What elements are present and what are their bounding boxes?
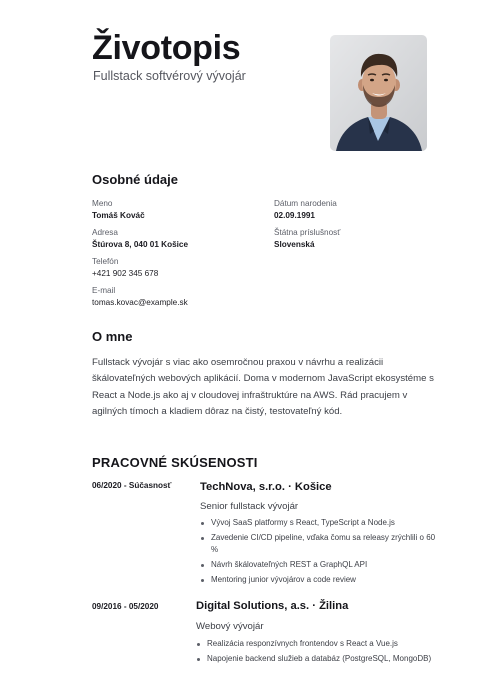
page-title: Životopis [92,29,241,67]
job-bullet-list [196,638,436,668]
bullet-icon [197,658,200,661]
job-bullet: Napojenie backend služieb a databáz (PostgreSQL, MongoDB) [196,653,436,665]
job-date: 06/2020 - Súčasnosť [92,481,172,490]
job-bullet: Vývoj SaaS platformy s React, TypeScript a Node.js [200,517,440,529]
job-bullet-list [200,517,440,589]
name-label: Meno [92,199,113,208]
phone-label: Telefón [92,257,119,266]
bullet-icon [197,643,200,646]
job-role: Webový vývojár [196,621,264,632]
email-value: tomas.kovac@example.sk [92,298,188,307]
address-value: Štúrova 8, 040 01 Košice [92,240,189,249]
birthdate-label: Dátum narodenia [274,199,337,208]
profile-photo [330,35,427,151]
job-bullet: Zavedenie CI/CD pipeline, vďaka čomu sa releasy zrýchlili o 60 % [200,532,440,556]
bullet-icon [201,537,204,540]
job-date: 09/2016 - 05/2020 [92,602,159,611]
email-label: E-mail [92,286,116,295]
section-heading-experience: PRACOVNÉ SKÚSENOSTI [92,455,258,470]
address-label: Adresa [92,228,118,237]
name-value: Tomáš Kováč [92,211,145,220]
citizenship-label: Štátna príslušnosť [274,228,341,237]
bullet-icon [201,522,204,525]
job-company: Digital Solutions, a.s. · Žilina [196,600,349,612]
job-bullet: Návrh škálovateľných REST a GraphQL API [200,559,440,571]
bullet-icon [201,564,204,567]
section-heading-personal: Osobné údaje [92,172,178,187]
bullet-icon [201,579,204,582]
job-role: Senior fullstack vývojár [200,501,299,512]
phone-value: +421 902 345 678 [92,269,159,278]
job-bullet: Mentoring junior vývojárov a code review [200,574,440,586]
job-bullet: Realizácia responzívnych frontendov s React a Vue.js [196,638,436,650]
about-text: Fullstack vývojár s viac ako osemročnou praxou v návrhu a realizácii škálovateľných webových aplikácií. Doma v modernom JavaScript ekosystéme s React a Node.js ako aj v cloudovej infraštruktúre na AWS. Rád pracujem v agilných tímoch a kladiem dôraz na čistý, testovateľný kód. [92,357,434,417]
citizenship-value: Slovenská [274,240,315,249]
job-company: TechNova, s.r.o. · Košice [200,481,332,493]
birthdate-value: 02.09.1991 [274,211,315,220]
page-subtitle: Fullstack softvérový vývojár [93,69,246,83]
section-heading-about: O mne [92,329,133,344]
